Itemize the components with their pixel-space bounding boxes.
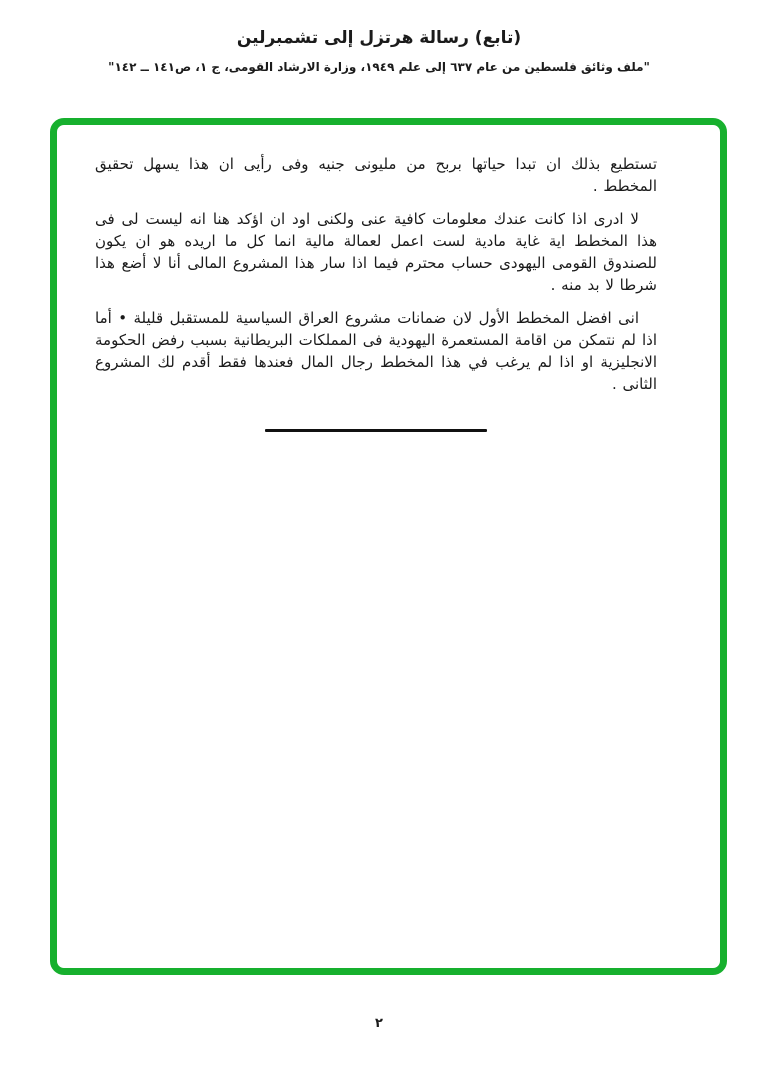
source-citation: "ملف وثائق فلسطين من عام ٦٣٧ إلى علم ١٩٤٩، وزارة الارشاد القومى، ج ١، ص١٤١ ــ ١٤٢" — [108, 60, 650, 74]
document-body — [95, 153, 657, 432]
page-title: (تابع) رسالة هرتزل إلى تشمبرلين — [236, 28, 522, 48]
paragraph: انى افضل المخطط الأول لان ضمانات مشروع العراق السياسية للمستقبل قليلة • أما اذا لم نتمكن من اقامة المستعمرة اليهودية فى المملكات البريطانية بسبب رفض الحكومة الانجليزية او اذا لم يرغب في هذا المخطط رجال المال فعندها فقط أقدم لك المشروع الثانى . — [95, 309, 657, 393]
paragraph: لا ادرى اذا كانت عندك معلومات كافية عنى ولكنى اود ان اؤكد هنا انه ليست لى فى هذا المخطط اية غاية مادية لست اعمل لعمالة مالية انما كل ما اريده هو ان يكون للصندوق القومى اليهودى حساب محترم فيما اذا سار هذا المشروع المالى أنا لا أضع هذا شرطا لا بد منه . — [95, 210, 657, 294]
document-frame — [50, 118, 727, 975]
paragraph: تستطيع بذلك ان تبدا حياتها بربح من مليونى جنيه وفى رأيى ان هذا يسهل تحقيق المخطط . — [95, 155, 657, 195]
page-number: ٢ — [375, 1016, 383, 1031]
separator-line — [265, 429, 487, 432]
